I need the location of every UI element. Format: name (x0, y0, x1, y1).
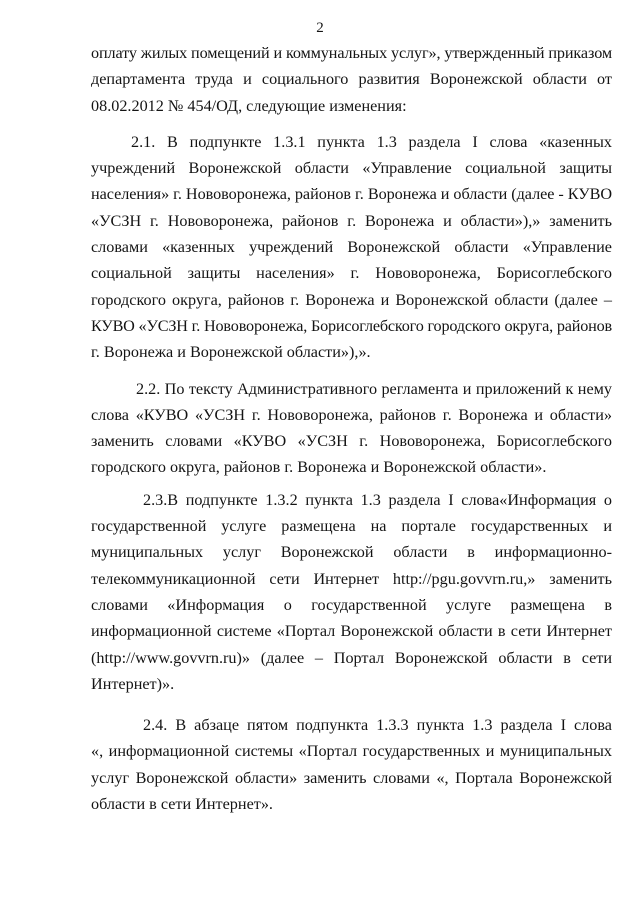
text-line: 2.2. По тексту Административного регламента и приложений к нему (136, 379, 612, 398)
text-line: словами «Информация о государственной услуге размещена в (91, 595, 612, 614)
text-line: 2.1. В подпункте 1.3.1 пункта 1.3 раздела I слова «казенных (131, 132, 612, 151)
text-line: Интернет)». (91, 674, 175, 693)
paragraph-2-4 (91, 712, 612, 817)
text-line: департамента труда и социального развития Воронежской области от (91, 70, 612, 89)
text-line: заменить словами «КУВО «УСЗН г. Нововоронежа, Борисоглебского (91, 432, 612, 451)
text-line: слова «КУВО «УСЗН г. Нововоронежа, районов г. Воронежа и области» (91, 405, 612, 424)
paragraph-2-1 (91, 129, 612, 366)
text-line: городского округа, районов г. Воронежа и Воронежской области». (91, 458, 547, 477)
text-line: (http://www.govvrn.ru)» (далее – Портал Воронежской области в сети (91, 648, 612, 667)
paragraph-2-3 (91, 487, 612, 697)
text-line: «УСЗН г. Нововоронежа, районов г. Воронежа и области»),» заменить (91, 211, 612, 230)
text-line: муниципальных услуг Воронежской области в информационно- (91, 543, 612, 562)
text-line: области в сети Интернет». (91, 795, 273, 814)
text-line: учреждений Воронежской области «Управление социальной защиты (91, 159, 612, 178)
text-line: 2.4. В абзаце пятом подпункта 1.3.3 пункта 1.3 раздела I слова (143, 716, 612, 735)
text-line: услуг Воронежской области» заменить словами «, Портала Воронежской (91, 768, 612, 787)
text-line: населения» г. Нововоронежа, районов г. Воронежа и области (далее - КУВО (91, 185, 613, 204)
text-line: телекоммуникационной сети Интернет http://pgu.govvrn.ru,» заменить (91, 569, 612, 588)
text-line: 08.02.2012 № 454/ОД, следующие изменения: (91, 96, 407, 115)
text-line: КУВО «УСЗН г. Нововоронежа, Борисоглебского городского округа, районов (91, 316, 613, 335)
text-line: государственной услуге размещена на портале государственных и (91, 517, 612, 536)
text-line: «, информационной системы «Портал государственных и муниципальных (91, 742, 612, 761)
page-number: 2 (316, 20, 324, 36)
intro-paragraph (91, 40, 612, 119)
text-line: 2.3.В подпункте 1.3.2 пункта 1.3 раздела I слова«Информация о (143, 490, 612, 509)
text-line: информационной системе «Портал Воронежской области в сети Интернет (91, 622, 612, 641)
text-line: городского округа, районов г. Воронежа и Воронежской области (далее – (91, 290, 612, 309)
paragraph-2-2 (91, 376, 612, 481)
document-body (91, 40, 612, 817)
text-line: г. Воронежа и Воронежской области»),». (91, 343, 371, 362)
text-line: оплату жилых помещений и коммунальных услуг», утвержденный приказом (91, 44, 612, 62)
text-line: социальной защиты населения» г. Нововоронежа, Борисоглебского (91, 264, 612, 283)
text-line: словами «казенных учреждений Воронежской области «Управление (91, 238, 612, 257)
